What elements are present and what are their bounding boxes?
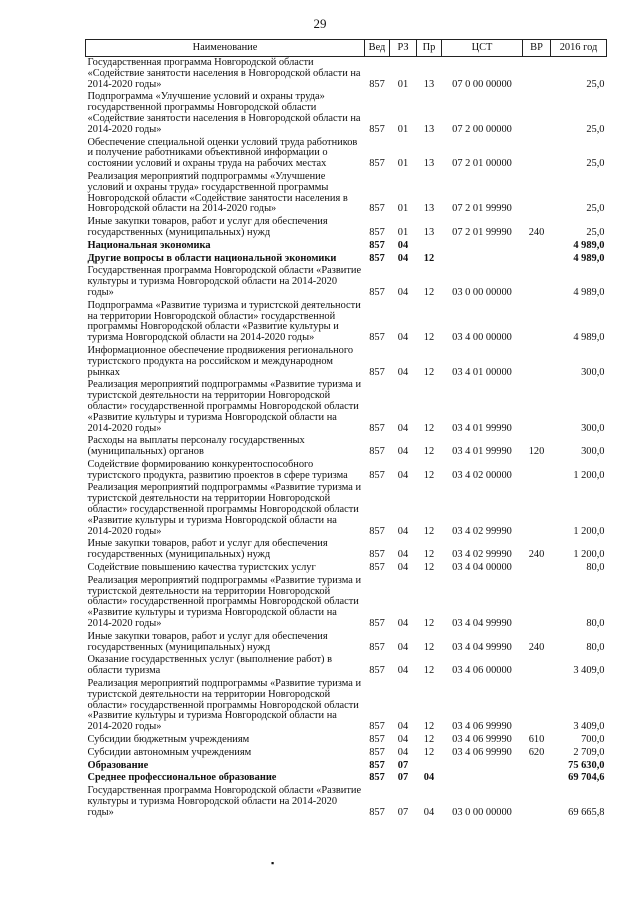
cell-name: Содействие повышению качества туристских услуг <box>87 562 316 574</box>
cell-ved: 857 <box>369 123 385 135</box>
header-pr: Пр <box>417 40 442 57</box>
cell-ved: 857 <box>369 746 385 758</box>
cell-rz: 07 <box>397 806 409 818</box>
cell-pr: 13 <box>423 158 435 170</box>
cell-name: Подпрограмма «Улучшение условий и охраны труда» государственной программы Новгородской области «Содействие занятости населения в Новгородской области на 2014-2020 годы» <box>87 91 361 135</box>
cell-rz: 04 <box>397 366 409 378</box>
cell-rz: 04 <box>397 286 409 298</box>
table-row <box>86 57 607 92</box>
cell-ved: 857 <box>369 734 385 746</box>
cell-rz: 04 <box>397 734 409 746</box>
table-row <box>86 575 607 631</box>
cell-ved: 857 <box>369 549 385 561</box>
cell-name: Реализация мероприятий подпрограммы «Развитие туризма и туристской деятельности на территории Новгородской области» государственной программы Новгородской области «Развитие культуры и туризма Новгородской области на 2014-2020 годы» <box>87 379 362 434</box>
cell-pr: 12 <box>423 446 435 458</box>
cell-pr: 12 <box>423 641 435 653</box>
cell-rz: 04 <box>397 665 409 677</box>
cell-pr: 12 <box>423 422 435 434</box>
cell-rz: 01 <box>397 226 409 238</box>
table-row <box>86 538 607 562</box>
cell-vr <box>523 772 551 785</box>
cell-vr <box>523 482 551 538</box>
cell-sum: 69 704,6 <box>568 772 605 784</box>
cell-vr <box>523 562 551 575</box>
cell-cst: 03 4 02 99990 <box>452 549 512 561</box>
cell-vr <box>523 253 551 266</box>
cell-ved: 857 <box>369 759 385 771</box>
cell-rz: 01 <box>397 203 409 215</box>
cell-sum: 3 409,0 <box>573 721 605 733</box>
cell-rz: 01 <box>397 123 409 135</box>
cell-vr: 240 <box>528 549 545 561</box>
cell-ved: 857 <box>369 772 385 784</box>
cell-sum: 25,0 <box>586 203 605 215</box>
cell-name: Национальная экономика <box>87 239 211 251</box>
header-name: Наименование <box>86 40 365 57</box>
cell-name: Реализация мероприятий подпрограммы «Развитие туризма и туристской деятельности на территории Новгородской области» государственной программы Новгородской области «Развитие культуры и туризма Новгородской области на 2014-2020 годы» <box>87 482 362 537</box>
table-row <box>86 772 607 785</box>
cell-sum: 300,0 <box>581 366 605 378</box>
cell-name: Иные закупки товаров, работ и услуг для обеспечения государственных (муниципальных) нужд <box>87 216 328 238</box>
cell-rz: 04 <box>397 252 409 264</box>
cell-vr <box>523 575 551 631</box>
cell-cst: 03 4 06 99990 <box>452 734 512 746</box>
cell-vr <box>523 760 551 773</box>
cell-vr <box>523 265 551 299</box>
cell-rz: 04 <box>397 562 409 574</box>
cell-name: Субсидии бюджетным учреждениям <box>87 734 250 746</box>
cell-cst: 03 4 04 00000 <box>452 562 512 574</box>
cell-sum: 25,0 <box>586 226 605 238</box>
cell-rz: 04 <box>397 618 409 630</box>
cell-cst: 03 4 06 00000 <box>452 665 512 677</box>
cell-sum: 300,0 <box>581 446 605 458</box>
cell-vr <box>523 300 551 345</box>
header-cst: ЦСТ <box>442 40 523 57</box>
header-vr: ВР <box>523 40 551 57</box>
cell-name: Расходы на выплаты персоналу государственных (муниципальных) органов <box>87 435 305 458</box>
cell-name: Иные закупки товаров, работ и услуг для обеспечения государственных (муниципальных) нужд <box>87 630 328 653</box>
header-ved: Вед <box>365 40 390 57</box>
cell-ved: 857 <box>369 469 385 481</box>
cell-name: Субсидии автономным учреждениям <box>87 746 252 758</box>
table-row <box>86 747 607 760</box>
cell-pr: 04 <box>423 772 435 784</box>
cell-vr <box>523 785 551 819</box>
cell-name: Подпрограмма «Развитие туризма и туристской деятельности на территории Новгородской области» государственной программы Новгородской области «Развитие культуры и туризма Новгородской области на 2014-2020 годы» <box>87 299 361 344</box>
cell-cst: 07 2 01 99990 <box>452 203 512 215</box>
table-row <box>86 240 607 253</box>
cell-cst: 07 2 01 99990 <box>452 226 512 238</box>
cell-ved: 857 <box>369 641 385 653</box>
cell-pr: 12 <box>423 562 435 574</box>
cell-vr: 240 <box>528 226 545 238</box>
header-rz: РЗ <box>390 40 417 57</box>
cell-rz: 04 <box>397 446 409 458</box>
cell-cst: 03 4 04 99990 <box>452 618 512 630</box>
table-row <box>86 137 607 171</box>
cell-cst: 03 0 00 00000 <box>452 806 512 818</box>
cell-sum: 1 200,0 <box>573 525 605 537</box>
cell-rz: 04 <box>397 549 409 561</box>
cell-rz: 04 <box>397 721 409 733</box>
cell-sum: 2 709,0 <box>573 746 605 758</box>
cell-rz: 04 <box>397 746 409 758</box>
cell-ved: 857 <box>369 226 385 238</box>
cell-pr: 12 <box>423 469 435 481</box>
page-number: 29 <box>313 16 327 31</box>
cell-rz: 04 <box>397 641 409 653</box>
cell-pr: 13 <box>423 123 435 135</box>
cell-cst <box>442 253 523 266</box>
cell-cst: 03 4 02 00000 <box>452 469 512 481</box>
cell-pr: 12 <box>423 252 435 264</box>
cell-sum: 700,0 <box>581 734 605 746</box>
table-row <box>86 435 607 459</box>
cell-rz: 04 <box>397 525 409 537</box>
cell-sum: 4 989,0 <box>573 239 605 251</box>
cell-cst <box>442 760 523 773</box>
cell-sum: 25,0 <box>586 78 605 90</box>
table-body <box>86 57 607 820</box>
cell-sum: 80,0 <box>586 641 605 653</box>
cell-cst: 03 0 00 00000 <box>452 286 512 298</box>
cell-vr <box>523 57 551 92</box>
cell-vr <box>523 379 551 435</box>
cell-sum: 1 200,0 <box>573 469 605 481</box>
cell-name: Иные закупки товаров, работ и услуг для обеспечения государственных (муниципальных) нужд <box>87 538 328 561</box>
cell-sum: 69 665,8 <box>568 806 605 818</box>
cell-sum: 25,0 <box>586 158 605 170</box>
cell-vr: 240 <box>528 641 545 653</box>
cell-ved: 857 <box>369 525 385 537</box>
table-row <box>86 91 607 136</box>
cell-ved: 857 <box>369 239 385 251</box>
cell-name: Обеспечение специальной оценки условий труда работников и получение работниками объективной информации о состоянии условий и охраны труда на рабочих местах <box>87 136 358 170</box>
cell-name: Содействие формированию конкурентоспособного туристского продукта, развитию проектов в сфере туризма <box>87 458 348 481</box>
cell-sum: 80,0 <box>586 562 605 574</box>
cell-ved: 857 <box>369 252 385 264</box>
cell-cst: 03 4 01 99990 <box>452 422 512 434</box>
table-row <box>86 482 607 538</box>
cell-cst <box>442 772 523 785</box>
cell-name: Реализация мероприятий подпрограммы «Улучшение условий и охраны труда» государственной программы Новгородской области «Содействие занятости населения в Новгородской области на 2014-2020 годы» <box>87 170 348 215</box>
cell-vr <box>523 459 551 483</box>
cell-vr <box>523 678 551 734</box>
cell-cst: 07 2 00 00000 <box>452 123 512 135</box>
table-row <box>86 345 607 379</box>
cell-pr <box>417 240 442 253</box>
cell-name: Среднее профессиональное образование <box>87 772 277 784</box>
cell-sum: 25,0 <box>586 123 605 135</box>
cell-cst: 03 4 04 99990 <box>452 641 512 653</box>
cell-pr: 12 <box>423 332 435 344</box>
header-sum: 2016 год <box>551 40 607 57</box>
cell-cst: 07 0 00 00000 <box>452 78 512 90</box>
cell-rz: 04 <box>397 422 409 434</box>
cell-sum: 4 989,0 <box>573 252 605 264</box>
cell-sum: 1 200,0 <box>573 549 605 561</box>
cell-vr <box>523 654 551 678</box>
cell-sum: 75 630,0 <box>568 759 605 771</box>
cell-vr: 120 <box>528 446 545 458</box>
cell-vr <box>523 345 551 379</box>
cell-pr: 12 <box>423 721 435 733</box>
cell-pr: 13 <box>423 203 435 215</box>
cell-name: Образование <box>87 759 149 771</box>
table-row <box>86 678 607 734</box>
cell-pr: 12 <box>423 665 435 677</box>
cell-ved: 857 <box>369 721 385 733</box>
cell-rz: 04 <box>397 239 409 251</box>
cell-rz: 07 <box>397 772 409 784</box>
cell-sum: 80,0 <box>586 618 605 630</box>
cell-ved: 857 <box>369 618 385 630</box>
table-row <box>86 265 607 299</box>
table-header-row <box>86 40 607 57</box>
table-row <box>86 654 607 678</box>
table-row <box>86 171 607 216</box>
cell-cst: 03 4 02 99990 <box>452 525 512 537</box>
cell-rz: 01 <box>397 158 409 170</box>
cell-name: Реализация мероприятий подпрограммы «Развитие туризма и туристской деятельности на территории Новгородской области» государственной программы Новгородской области «Развитие культуры и туризма Новгородской области на 2014-2020 годы» <box>87 678 362 733</box>
cell-name: Государственная программа Новгородской области «Развитие культуры и туризма Новгородской области на 2014-2020 годы» <box>87 265 362 298</box>
cell-pr: 13 <box>423 78 435 90</box>
table-row <box>86 253 607 266</box>
cell-rz: 07 <box>397 759 409 771</box>
table-row <box>86 562 607 575</box>
cell-vr <box>523 171 551 216</box>
cell-rz: 01 <box>397 78 409 90</box>
table-row <box>86 216 607 240</box>
cell-vr: 620 <box>528 746 545 758</box>
table-row <box>86 459 607 483</box>
cell-ved: 857 <box>369 562 385 574</box>
cell-pr <box>417 760 442 773</box>
cell-pr: 12 <box>423 734 435 746</box>
scan-mark: ▪ <box>271 858 275 868</box>
cell-name: Оказание государственных услуг (выполнение работ) в области туризма <box>87 654 332 677</box>
cell-cst: 03 4 01 99990 <box>452 446 512 458</box>
cell-pr: 12 <box>423 366 435 378</box>
cell-vr <box>523 137 551 171</box>
table-row <box>86 300 607 345</box>
table-row <box>86 734 607 747</box>
cell-vr <box>523 240 551 253</box>
cell-cst <box>442 240 523 253</box>
cell-cst: 03 4 01 00000 <box>452 366 512 378</box>
cell-ved: 857 <box>369 203 385 215</box>
table-row <box>86 379 607 435</box>
cell-ved: 857 <box>369 158 385 170</box>
cell-ved: 857 <box>369 286 385 298</box>
cell-ved: 857 <box>369 806 385 818</box>
cell-pr: 12 <box>423 746 435 758</box>
cell-ved: 857 <box>369 446 385 458</box>
cell-sum: 3 409,0 <box>573 665 605 677</box>
cell-name: Государственная программа Новгородской области «Развитие культуры и туризма Новгородской области на 2014-2020 годы» <box>87 785 362 818</box>
budget-table <box>85 39 607 820</box>
cell-rz: 04 <box>397 332 409 344</box>
cell-name: Государственная программа Новгородской области «Содействие занятости населения в Новгородской области на 2014-2020 годы» <box>87 57 361 90</box>
cell-ved: 857 <box>369 332 385 344</box>
table-row <box>86 785 607 819</box>
cell-pr: 12 <box>423 549 435 561</box>
cell-ved: 857 <box>369 665 385 677</box>
cell-pr: 12 <box>423 525 435 537</box>
cell-ved: 857 <box>369 422 385 434</box>
cell-name: Реализация мероприятий подпрограммы «Развитие туризма и туристской деятельности на территории Новгородской области» государственной программы Новгородской области «Развитие культуры и туризма Новгородской области на 2014-2020 годы» <box>87 574 362 630</box>
cell-pr: 13 <box>423 226 435 238</box>
cell-name: Другие вопросы в области национальной экономики <box>87 252 337 264</box>
cell-cst: 07 2 01 00000 <box>452 158 512 170</box>
cell-sum: 4 989,0 <box>573 286 605 298</box>
cell-pr: 12 <box>423 286 435 298</box>
cell-vr <box>523 91 551 136</box>
cell-rz: 04 <box>397 469 409 481</box>
cell-ved: 857 <box>369 78 385 90</box>
cell-pr: 04 <box>423 806 435 818</box>
cell-vr: 610 <box>528 734 545 746</box>
cell-cst: 03 4 06 99990 <box>452 721 512 733</box>
cell-ved: 857 <box>369 366 385 378</box>
cell-name: Информационное обеспечение продвижения регионального туристского продукта на российском и международном рынках <box>87 344 354 378</box>
cell-sum: 4 989,0 <box>573 332 605 344</box>
table-row <box>86 631 607 655</box>
cell-sum: 300,0 <box>581 422 605 434</box>
cell-cst: 03 4 06 99990 <box>452 746 512 758</box>
cell-pr: 12 <box>423 618 435 630</box>
cell-cst: 03 4 00 00000 <box>452 332 512 344</box>
table-row <box>86 760 607 773</box>
